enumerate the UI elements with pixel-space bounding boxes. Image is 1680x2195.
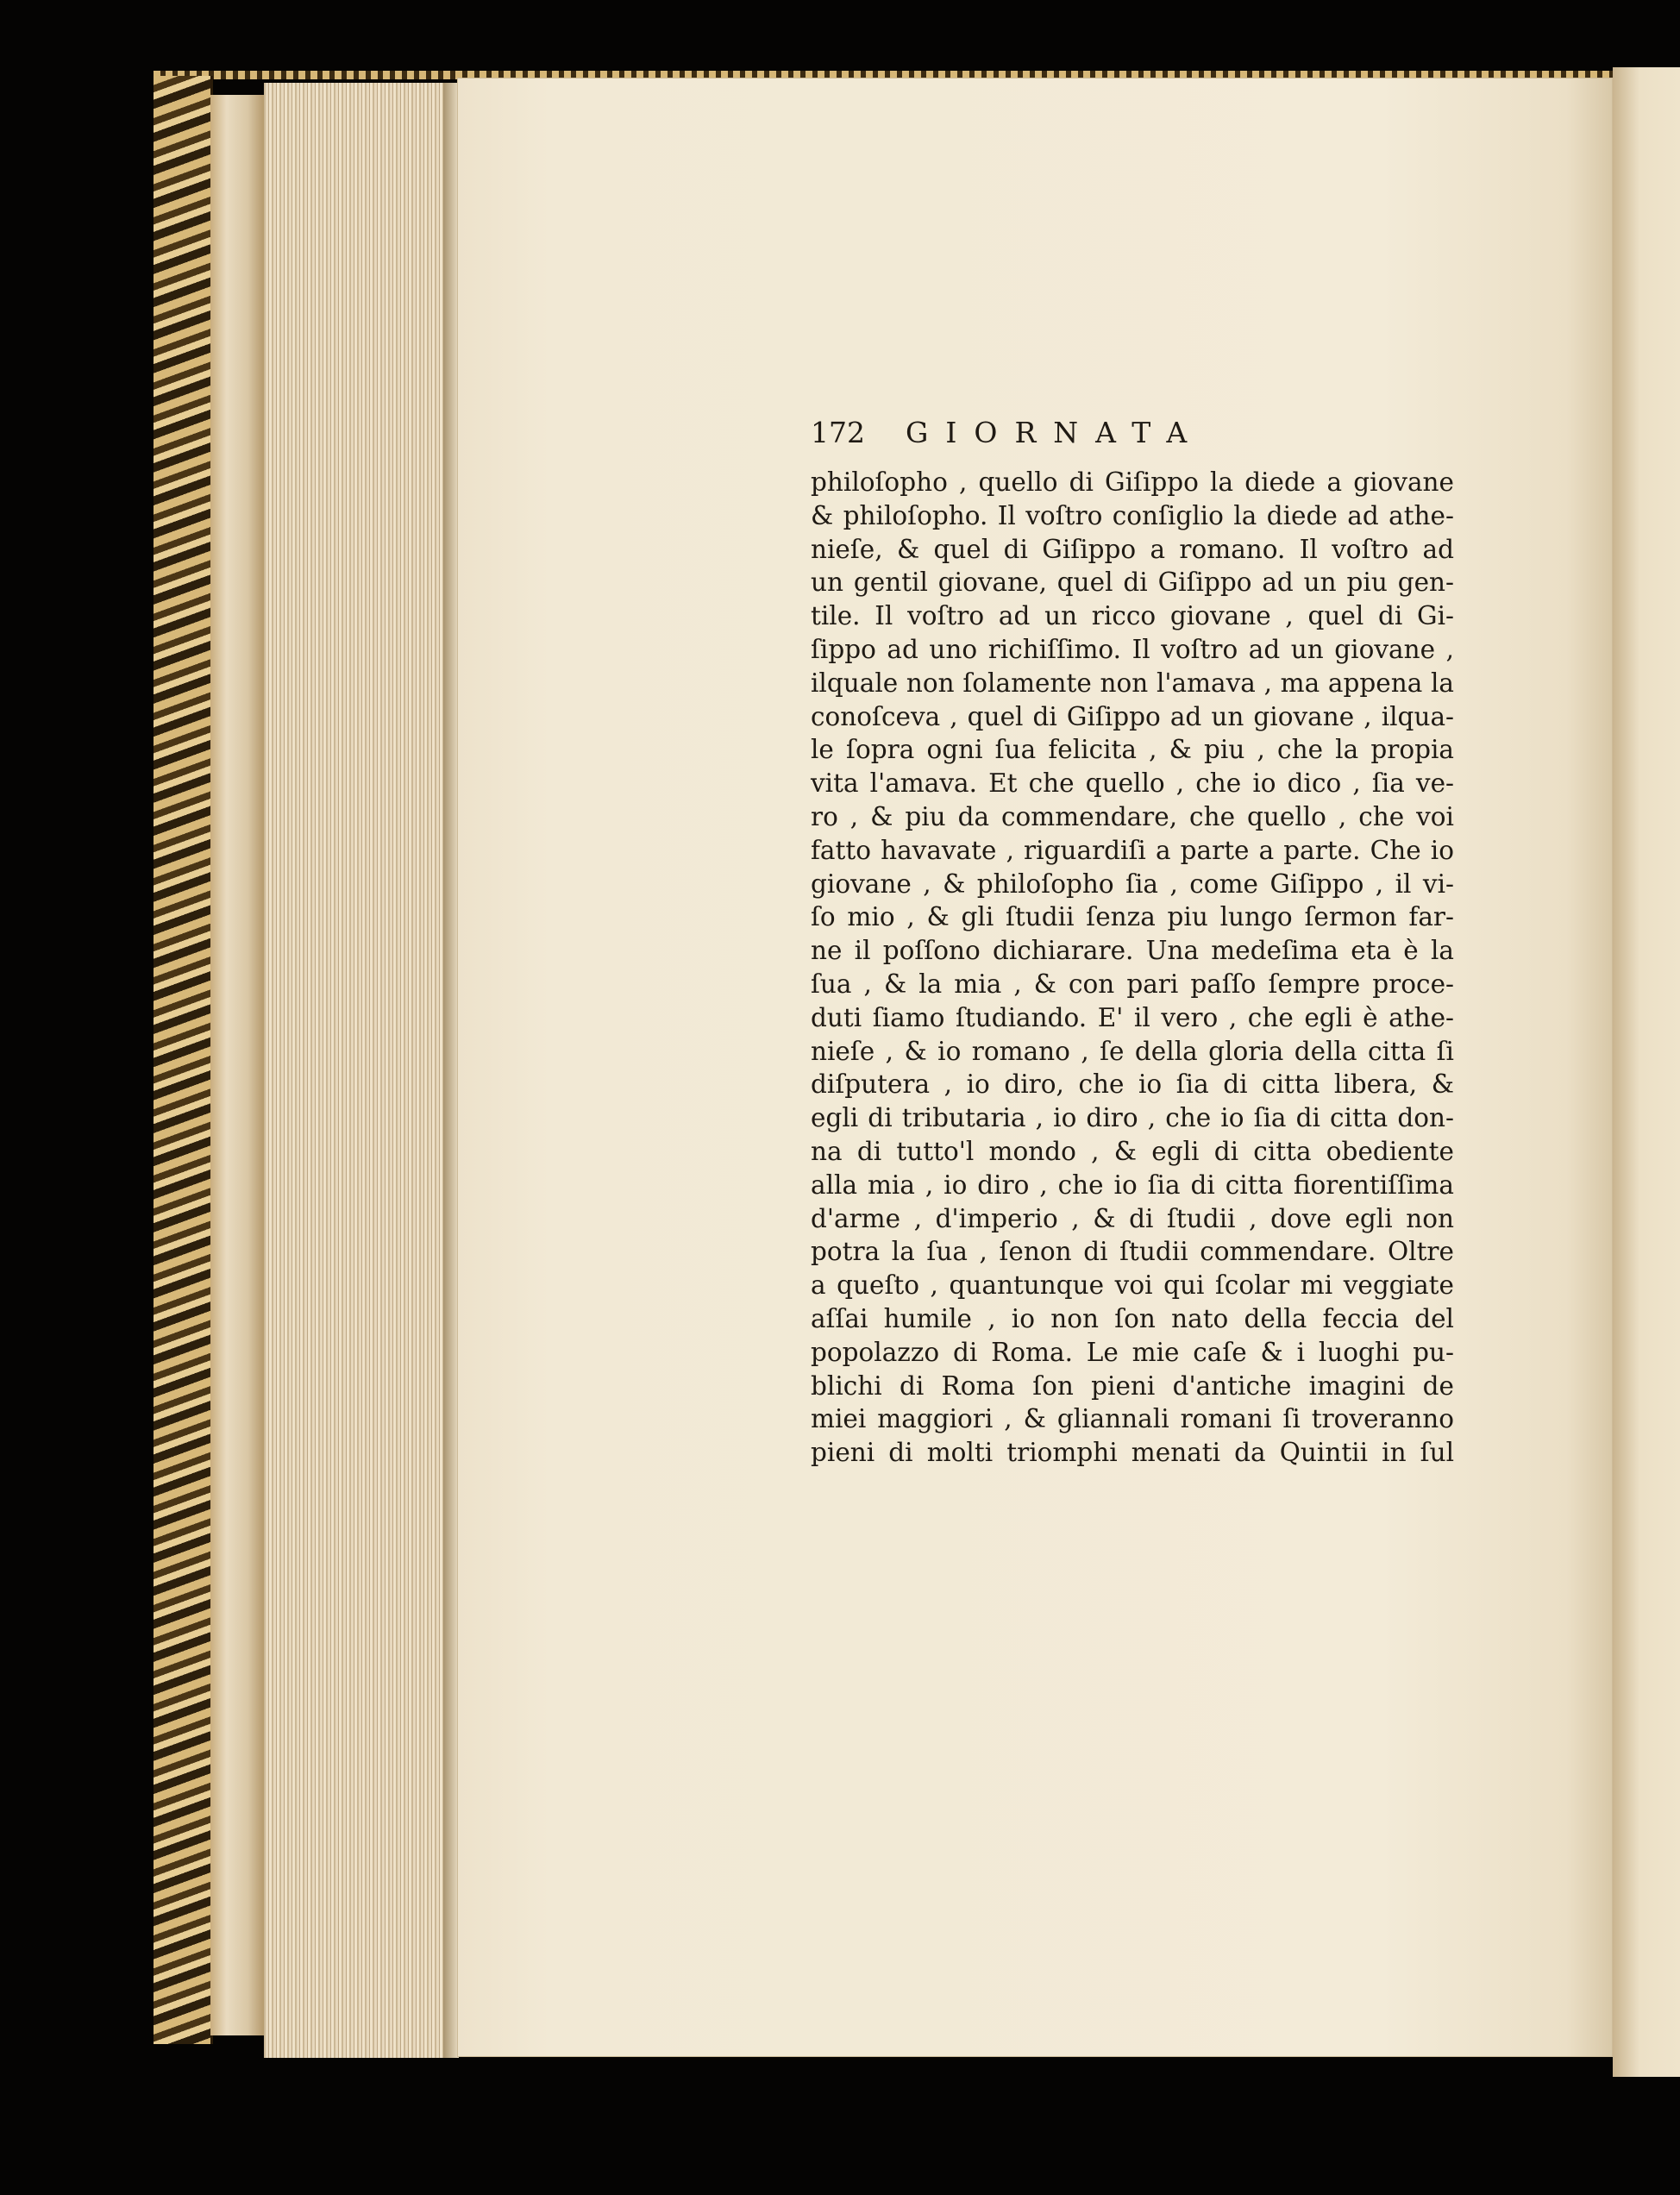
running-title: GIORNATA — [906, 416, 1205, 449]
text-line: tile. Il voſtro ad un ricco giovane , quel di Gi- — [811, 601, 1454, 631]
text-line: potra la ſua , ſenon di ſtudii commendare. Oltre — [811, 1237, 1454, 1267]
right-page-edge — [1613, 67, 1680, 2077]
text-line: nieſe , & io romano , ſe della gloria della citta ſi — [811, 1036, 1454, 1066]
text-line: popolazzo di Roma. Le mie caſe & i luoghi pu- — [811, 1337, 1454, 1367]
text-line: philoſopho , quello di Giſippo la diede a giovane — [811, 467, 1454, 497]
text-line: pieni di molti triomphi menati da Quintii in ſul — [811, 1438, 1454, 1468]
text-line: blichi di Roma ſon pieni d'antiche imagini de — [811, 1370, 1454, 1401]
text-line: conoſceva , quel di Giſippo ad un giovane , ilqua- — [811, 701, 1454, 731]
text-line: vita l'amava. Et che quello , che io dico , ſia ve- — [811, 768, 1454, 799]
text-line: ſo mio , & gli ſtudii ſenza piu lungo ſermon far- — [811, 902, 1454, 932]
text-line: egli di tributaria , io diro , che io ſia di citta don- — [811, 1103, 1454, 1133]
text-line: ſua , & la mia , & con pari paſſo ſempre proce- — [811, 969, 1454, 999]
text-line: aſſai humile , io non ſon nato della feccia del — [811, 1303, 1454, 1333]
text-line: duti ſiamo ſtudiando. E' il vero , che egli è athe- — [811, 1002, 1454, 1032]
text-line: alla mia , io diro , che io ſia di citta fiorentiſſima — [811, 1170, 1454, 1200]
text-line: & philoſopho. Il voſtro conſiglio la diede ad athe- — [811, 500, 1454, 530]
endpaper — [210, 95, 264, 2035]
text-line: un gentil giovane, quel di Giſippo ad un piu gen- — [811, 568, 1454, 598]
text-line: a queſto , quantunque voi qui ſcolar mi veggiate — [811, 1270, 1454, 1301]
text-line: ſippo ad uno richiſſimo. Il voſtro ad un giovane , — [811, 634, 1454, 664]
text-line: ro , & piu da commendare, che quello , che voi — [811, 801, 1454, 831]
text-line: miei maggiori , & gliannali romani ſi troveranno — [811, 1404, 1454, 1434]
running-head — [811, 416, 1466, 459]
page-edges — [264, 83, 445, 2058]
text-line: le ſopra ogni ſua felicita , & piu , che la propia — [811, 735, 1454, 765]
text-line: nieſe, & quel di Giſippo a romano. Il voſtro ad — [811, 534, 1454, 564]
page-number: 172 — [811, 416, 865, 449]
text-line: diſputera , io diro, che io ſia di citta libera, & — [811, 1069, 1454, 1100]
text-line: d'arme , d'imperio , & di ſtudii , dove egli non — [811, 1203, 1454, 1233]
text-line: fatto havavate , riguardiſi a parte a parte. Che io — [811, 835, 1454, 865]
text-line: giovane , & philoſopho ſia , come Giſippo , il vi- — [811, 869, 1454, 899]
text-line: ilquale non ſolamente non l'amava , ma appena la — [811, 668, 1454, 698]
text-line: ne il poſſono dichiarare. Una medeſima eta è la — [811, 936, 1454, 966]
gilt-spine — [154, 76, 213, 2044]
body-text — [811, 466, 1454, 1470]
text-line: na di tutto'l mondo , & egli di citta obediente — [811, 1136, 1454, 1166]
